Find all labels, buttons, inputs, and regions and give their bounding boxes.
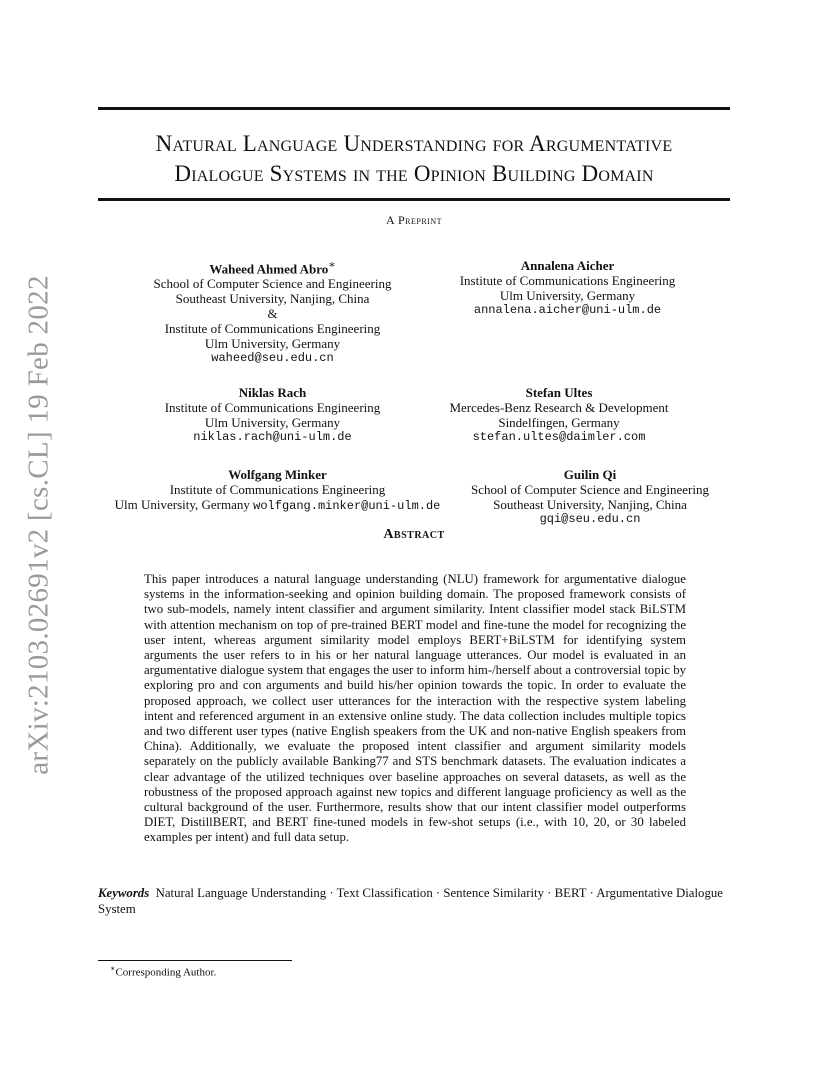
- author-affiliation: Ulm University, Germany: [204, 415, 341, 430]
- author-mark: ∗: [328, 259, 336, 271]
- author-block-rach: [140, 385, 405, 445]
- author-affiliation: Southeast University, Nanjing, China: [175, 291, 370, 307]
- keywords-label: Keywords: [98, 886, 150, 900]
- author-email[interactable]: gqi@seu.edu.cn: [539, 512, 641, 526]
- author-block-qi: [455, 467, 725, 527]
- keywords: [98, 885, 730, 917]
- preprint-label: A Preprint: [385, 213, 442, 227]
- author-affiliation: Institute of Communications Engineering: [459, 273, 676, 288]
- author-affiliation: Sindelfingen, Germany: [498, 415, 620, 430]
- footnote-mark: ∗: [110, 964, 116, 973]
- arxiv-stamp: [22, 275, 56, 775]
- keywords-text: Natural Language Understanding · Text Classification · Sentence Similarity · BERT · Argumentative Dialogue System: [98, 886, 723, 916]
- footnote-rule: [98, 960, 292, 961]
- author-affiliation: School of Computer Science and Engineering: [471, 482, 709, 497]
- author-affiliation: &: [267, 306, 278, 322]
- title-top-rule: [98, 107, 730, 110]
- abstract-text: This paper introduces a natural language understanding (NLU) framework for argumentative dialogue systems in the information-seeking and opinion building domain. The proposed framework consists of two sub-models, namely intent classifier and argument similarity. Intent classifier model stack BiLSTM with attention mechanism on top of pre-trained BERT model and fine-tune the model for recognizing the user intent, whereas argument similarity model employs BERT+BiLSTM for identifying system arguments the user refers to in his or her natural language utterances. Our model is evaluated in an argumentative dialogue system that engages the user to inform him-/herself about a controversial topic by exploring pro and con arguments and build his/her opinion towards the topic. In order to evaluate the proposed approach, we collect user utterances for the interaction with the respective system labeling intent and referenced argument in an extensive online study. The data collection includes multiple topics and two different user types (native English speakers from the UK and non-native English speakers from China). Additionally, we evaluate the proposed intent classifier and argument similarity models separately on the publicly available Banking77 and STS benchmark datasets. The evaluation indicates a clear advantage of the utilized techniques over baseline approaches on several datasets, as well as the robustness of the proposed approach against new topics and different language proficiency as well as the cultural background of the user. Furthermore, results show that our intent classifier model outperforms DIET, DistillBERT, and BERT fine-tuned models in few-shot setups (i.e., with 10, 20, or 30 labeled examples per intent) and full data setup.: [144, 572, 686, 845]
- author-block-abro: [140, 258, 405, 366]
- arxiv-stamp-text: arXiv:2103.02691v2 [cs.CL] 19 Feb 2022: [22, 275, 55, 775]
- author-affiliation: Mercedes-Benz Research & Development: [449, 400, 669, 415]
- author-name: Wolfgang Minker: [228, 467, 327, 482]
- author-affiliation: Ulm University, Germany: [114, 497, 254, 512]
- author-email[interactable]: wolfgang.minker@uni-ulm.de: [253, 499, 441, 513]
- author-affiliation: Southeast University, Nanjing, China: [493, 497, 687, 512]
- author-name: Niklas Rach: [238, 385, 307, 400]
- title-line-1: Natural Language Understanding for Argumentative: [155, 131, 673, 156]
- title-bottom-rule: [98, 198, 730, 201]
- author-affiliation: Ulm University, Germany: [204, 336, 341, 352]
- footnote-text: Corresponding Author.: [115, 966, 217, 979]
- author-name: Waheed Ahmed Abro: [209, 261, 329, 277]
- author-name: Stefan Ultes: [525, 385, 593, 400]
- author-email[interactable]: waheed@seu.edu.cn: [211, 351, 334, 366]
- author-block-aicher: [440, 258, 695, 318]
- author-affiliation: Institute of Communications Engineering: [169, 482, 386, 497]
- author-name: Annalena Aicher: [520, 258, 615, 273]
- author-email[interactable]: annalena.aicher@uni-ulm.de: [473, 303, 662, 317]
- author-block-minker: [110, 467, 445, 514]
- title-line-2: Dialogue Systems in the Opinion Building Domain: [174, 161, 654, 186]
- author-affiliation: School of Computer Science and Engineering: [153, 276, 392, 292]
- author-email[interactable]: niklas.rach@uni-ulm.de: [193, 430, 352, 444]
- footnote: [110, 964, 216, 979]
- author-affiliation: Ulm University, Germany: [499, 288, 636, 303]
- author-name: Guilin Qi: [563, 467, 617, 482]
- author-affiliation: Institute of Communications Engineering: [164, 400, 381, 415]
- paper-title: [98, 129, 730, 189]
- author-email[interactable]: stefan.ultes@daimler.com: [472, 430, 646, 444]
- abstract-heading: Abstract: [383, 527, 445, 542]
- author-block-ultes: [430, 385, 688, 445]
- author-affiliation: Institute of Communications Engineering: [164, 321, 381, 337]
